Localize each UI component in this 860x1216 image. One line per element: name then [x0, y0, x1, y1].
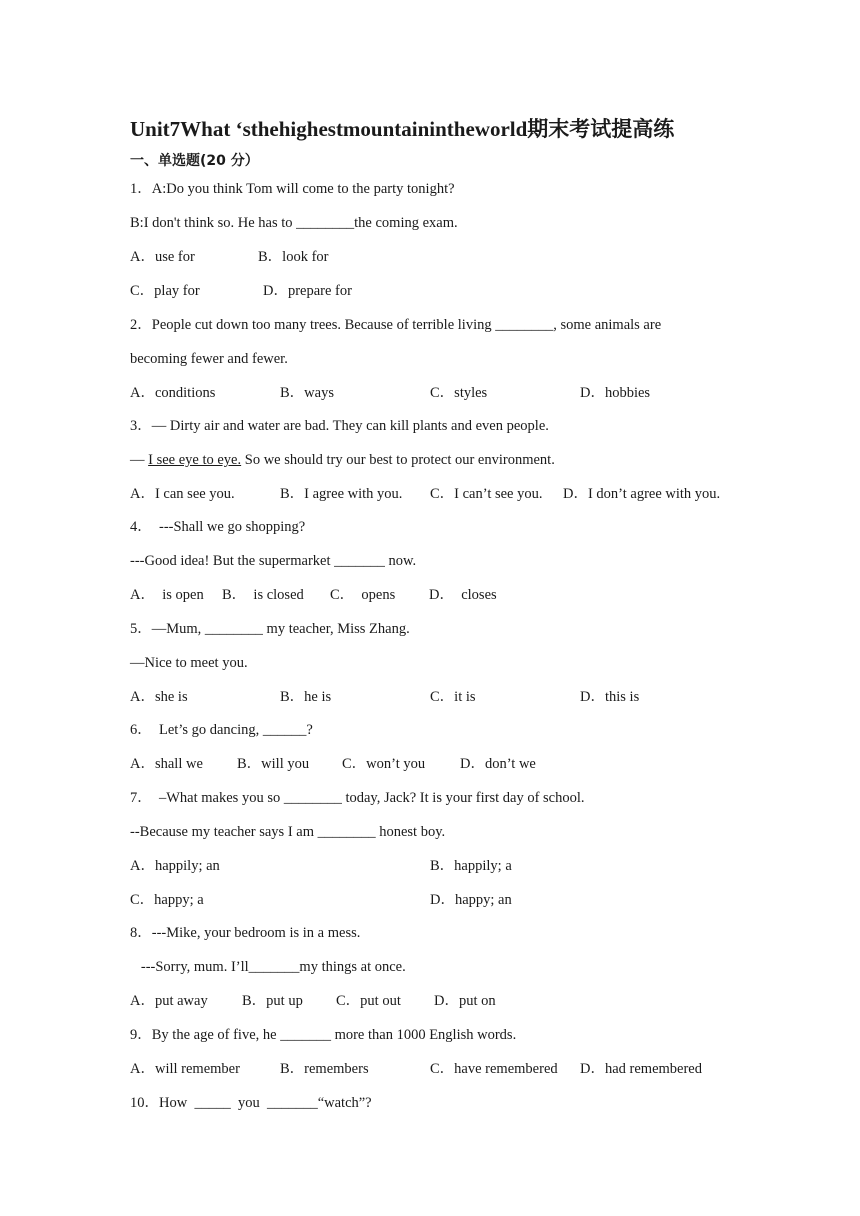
question-6-option-a: A．shall we — [130, 756, 203, 772]
question-6-stem: 6． Let’s go dancing, ______? — [130, 722, 313, 738]
question-7-stem: 7． –What makes you so ________ today, Jack? It is your first day of school. — [130, 790, 585, 806]
question-1-option-a: A．use for — [130, 249, 195, 265]
question-3-underlined-phrase: I see eye to eye. — [148, 452, 242, 468]
page-title: Unit7What ‘sthehighestmountainintheworld期末考试提高练 — [130, 117, 675, 141]
question-2-option-b: B．ways — [280, 385, 334, 401]
question-9-option-d: D．had remembered — [580, 1061, 702, 1077]
question-4-option-d: D． closes — [429, 587, 497, 603]
question-7-stem-line-2: --Because my teacher says I am ________ honest boy. — [130, 824, 446, 840]
question-9-option-b: B．remembers — [280, 1061, 369, 1077]
question-6-option-b: B．will you — [237, 756, 310, 772]
question-3-option-a: A．I can see you. — [130, 486, 235, 502]
question-5-option-c: C．it is — [430, 689, 476, 705]
question-5-stem-line-2: —Nice to meet you. — [130, 655, 248, 671]
question-4-option-a: A． is open — [130, 587, 204, 603]
question-1-stem: 1．A:Do you think Tom will come to the party tonight? — [130, 181, 455, 197]
question-6-option-d: D．don’t we — [460, 756, 536, 772]
question-2-option-d: D．hobbies — [580, 385, 651, 401]
question-8-stem-line-2: ---Sorry, mum. I’ll_______my things at once. — [130, 959, 406, 975]
question-6-option-c: C．won’t you — [342, 756, 426, 772]
question-4-option-c: C． opens — [330, 587, 396, 603]
question-7-option-c: C．happy; a — [130, 892, 204, 908]
question-7-option-a: A．happily; an — [130, 858, 220, 874]
question-8-option-b: B．put up — [242, 993, 303, 1009]
question-1-option-b: B．look for — [258, 249, 329, 265]
question-8-option-a: A．put away — [130, 993, 208, 1009]
question-7-option-b: B．happily; a — [430, 858, 512, 874]
question-1-stem-line-2: B:I don't think so. He has to ________the coming exam. — [130, 215, 458, 231]
question-7-option-d: D．happy; an — [430, 892, 512, 908]
question-8-option-d: D．put on — [434, 993, 496, 1009]
question-5-option-d: D．this is — [580, 689, 640, 705]
question-10-stem: 10．How _____ you _______“watch”? — [130, 1095, 372, 1111]
question-3-option-d: D．I don’t agree with you. — [563, 486, 721, 502]
question-4-option-b: B． is closed — [222, 587, 304, 603]
question-3-stem-line-2 — [130, 451, 555, 469]
question-9-stem: 9．By the age of five, he _______ more than 1000 English words. — [130, 1027, 517, 1043]
question-3-stem-suffix: So we should try our best to protect our environment. — [241, 452, 555, 468]
question-4-stem-line-2: ---Good idea! But the supermarket _______ now. — [130, 553, 417, 569]
question-3-option-c: C．I can’t see you. — [430, 486, 543, 502]
question-4-stem: 4． ---Shall we go shopping? — [130, 519, 306, 535]
question-9-option-c: C．have remembered — [430, 1061, 558, 1077]
question-2-option-a: A．conditions — [130, 385, 216, 401]
question-5-option-b: B．he is — [280, 689, 332, 705]
question-8-option-c: C．put out — [336, 993, 401, 1009]
question-1-option-d: D．prepare for — [263, 283, 352, 299]
question-5-stem: 5．—Mum, ________ my teacher, Miss Zhang. — [130, 621, 410, 637]
question-8-stem: 8．---Mike, your bedroom is in a mess. — [130, 925, 361, 941]
question-1-option-c: C．play for — [130, 283, 200, 299]
question-3-option-b: B．I agree with you. — [280, 486, 403, 502]
question-2-stem: 2．People cut down too many trees. Because of terrible living ________, some animals are — [130, 317, 662, 333]
section-heading: 一、单选题(20 分） — [130, 153, 259, 169]
question-9-option-a: A．will remember — [130, 1061, 240, 1077]
question-3-stem: 3．— Dirty air and water are bad. They can kill plants and even people. — [130, 418, 549, 434]
question-2-stem-line-2: becoming fewer and fewer. — [130, 351, 288, 367]
question-2-option-c: C．styles — [430, 385, 488, 401]
question-5-option-a: A．she is — [130, 689, 188, 705]
question-3-dash: — — [130, 452, 149, 468]
